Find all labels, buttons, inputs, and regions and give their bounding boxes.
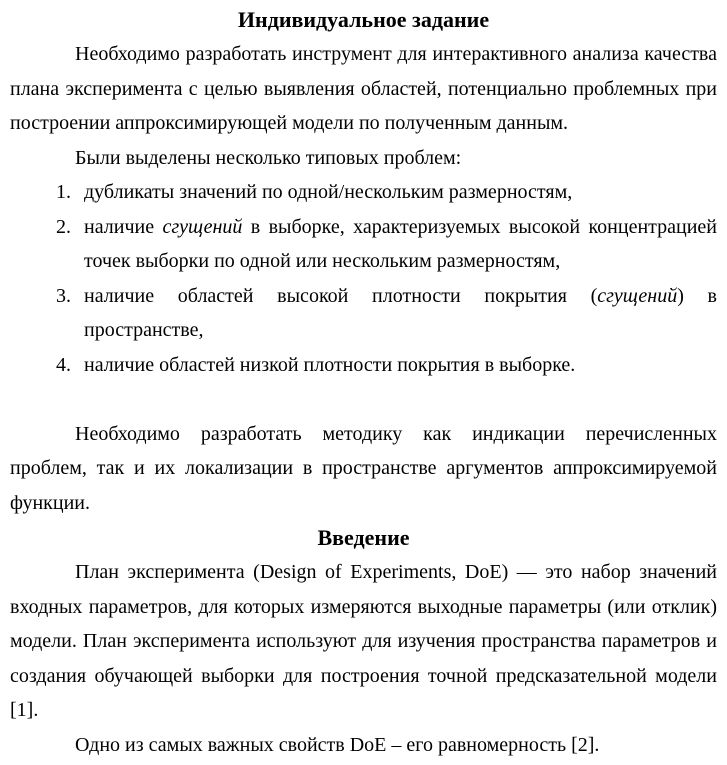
list-item-text-italic: сгущений (597, 284, 678, 307)
list-item-text: дубликаты значений по одной/нескольким размерностям, (84, 181, 573, 203)
list-item-text-italic: сгущений (162, 215, 243, 238)
list-item (10, 210, 717, 279)
section-title-introduction: Введение (317, 525, 410, 550)
list-item-text: в выборке, характеризуемых высокой концентрацией точек выборки по одной или нескольким размерностям, (84, 215, 717, 272)
list-item (10, 279, 717, 348)
list-item-number: 2. (56, 215, 71, 238)
list-item-text: ) в пространстве, (84, 284, 717, 341)
doe-uniformity-paragraph: Одно из самых важных свойств DoE – его равномерность [2]. (75, 733, 600, 756)
list-item-number: 4. (56, 353, 71, 376)
section-title-individual-assignment: Индивидуальное задание (237, 7, 490, 32)
list-item (10, 348, 717, 383)
problems-list-intro: Были выделены несколько типовых проблем: (75, 146, 462, 169)
list-item-text: наличие (84, 215, 163, 238)
assignment-intro-paragraph: Необходимо разработать инструмент для интерактивного анализа качества плана эксперимента с целью выявления областей, потенциально проблемных при построении аппроксимирующей модели по полученным данным. (10, 43, 717, 134)
problems-list (10, 175, 717, 382)
list-item-number: 1. (56, 181, 71, 203)
list-item-text: наличие областей высокой плотности покрытия ( (84, 284, 598, 307)
list-item (10, 175, 717, 210)
list-item-number: 3. (56, 284, 71, 307)
doe-definition-paragraph: План эксперимента (Design of Experiments, DoE) — это набор значений входных параметров, для которых измеряются выходные параметры (или отклик) модели. План эксперимента используют для изучения пространства параметров и создания обучающей выборки для построения точной предсказательной модели [1]. (10, 561, 717, 721)
list-item-text: наличие областей низкой плотности покрытия в выборке. (84, 353, 576, 376)
methodology-paragraph: Необходимо разработать методику как индикации перечисленных проблем, так и их локализации в пространстве аргументов аппроксимируемой функции. (10, 422, 717, 514)
